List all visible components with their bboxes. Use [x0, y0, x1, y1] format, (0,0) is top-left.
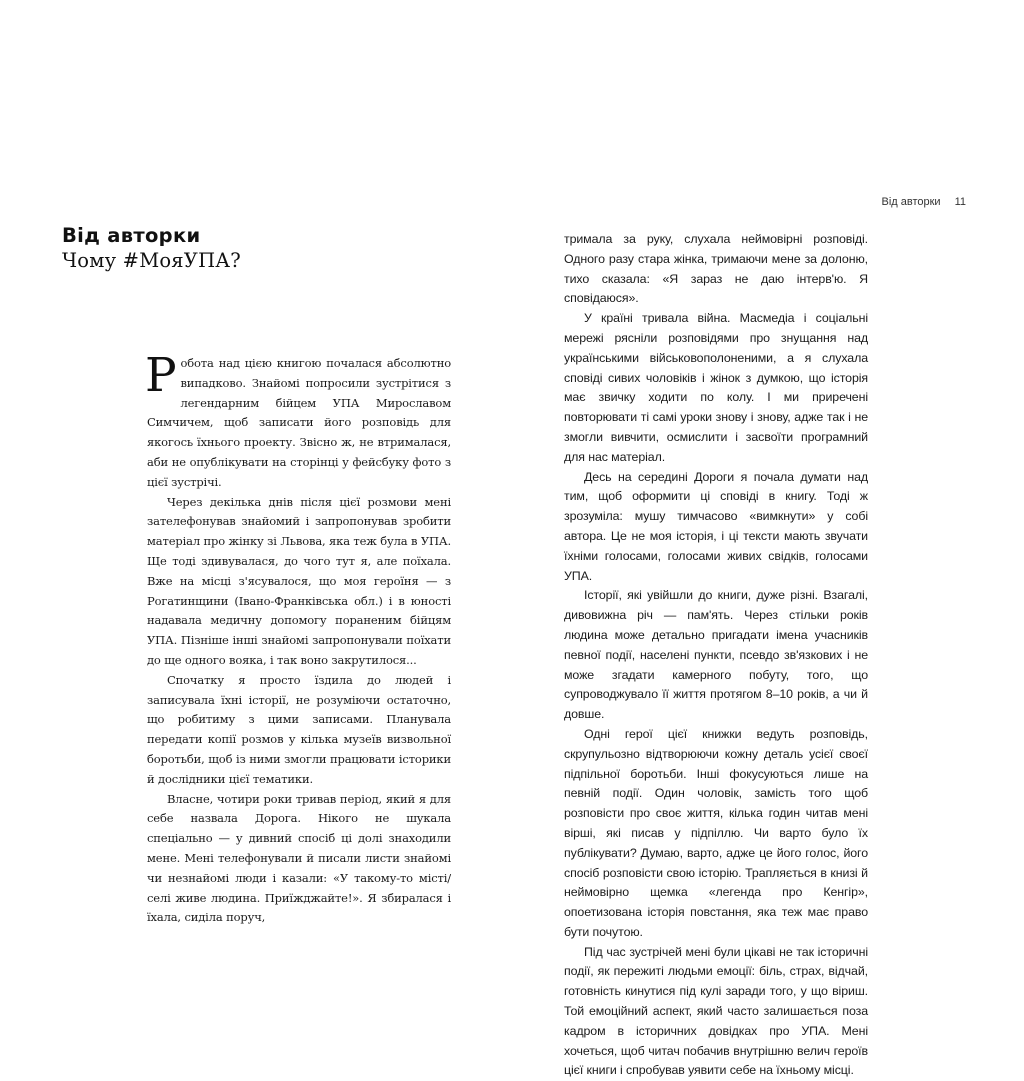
running-header-section: Від авторки — [881, 196, 941, 208]
chapter-title: Від авторки — [62, 224, 201, 247]
page-number: 11 — [954, 196, 966, 208]
paragraph-6: Десь на середині Дороги я почала думати над тим, щоб оформити ці сповіді в книгу. Тоді ж зрозуміла: мушу тимчасово «вимкнути» у собі автора. Це не моя історія, і ці тексти мають звучати їхніми голосами, голосами живих свідків, голосами УПА. — [564, 469, 868, 583]
left-page-text — [145, 348, 451, 928]
paragraph-5: У країні тривала війна. Масмедіа і соціальні мережі рясніли розповідями про знущання над українськими військовополоненими, а я слухала сповіді сивих чоловіків і жінок з думкою, що історія має звичку ходити по колу. І ми приречені повторювати ті самі уроки знову і знову, адже так і не змогли вивчити, осмислити і засвоїти програмний для нас матеріал. — [564, 311, 868, 464]
paragraph-continuation: тримала за руку, слухала неймовірні розповіді. Одного разу стара жінка, тримаючи мене за долоню, тихо сказала: «Я зараз не даю інтерв'ю. Я сповідаюся». — [564, 232, 868, 306]
paragraph-8: Одні герої цієї книжки ведуть розповідь, скрупульозно відтворюючи кожну деталь усієї своєї підпільної боротьби. Інші фокусуються лише на певній події. Один чоловік, замість того щоб розповісти про своє життя, кілька годин читав мені вірші, які писав у підпіллю. Чи варто було їх публікувати? Думаю, варто, адже це його голос, його спосіб розповісти свою історію. Трапляється в книзі й неймовірно щемка «легенда про Кенгір», опоетизована історія повстання, яка теж має право бути почутою. — [564, 726, 868, 939]
paragraph-2: Через декілька днів після цієї розмови мені зателефонував знайомий і запропонував зробити матеріал про жінку зі Львова, яка теж була в УПА. Ще тоді здивувалася, до чого тут я, але поїхала. Вже на місці з'ясувалося, що моя героїня — з Рогатинщини (Івано-Франківська обл.) і в юності надавала медичну допомогу пораненим бійцям УПА. Пізніше інші знайомі запропонували поїхати до ще одного вояка, і так воно закрутилося... — [147, 494, 451, 667]
chapter-heading — [62, 224, 322, 274]
paragraph-1-text: обота над цією книгою почалася абсолютно випадково. Знайомі попросили зустрітися з легендарним бійцем УПА Мирославом Симчичем, щоб записати його розповідь для якогось їхнього проекту. Звісно ж, не втрималася, аби не опублікувати на сторінці у фейсбуку фото з цієї зустрічі. — [147, 356, 451, 489]
paragraph-4: Власне, чотири роки тривав період, який я для себе назвала Дорога. Нікого не шукала спеціально — у дивний спосіб ці долі знаходили мене. Мені телефонували й писали листи знайомі чи незнайомі люди і казали: «У такому-то місті/селі живе людина. Приїжджайте!». Я збиралася і їхала, сиділа поруч, — [147, 791, 451, 925]
paragraph-3: Спочатку я просто їздила до людей і записувала їхні історії, не розуміючи остаточно, що робитиму з цими записами. Планувала передати копії розмов у кілька музеїв визвольної боротьби, щоб із ними змогли працювати історики й дослідники цієї тематики. — [147, 672, 451, 786]
dropcap-letter: Р — [145, 348, 177, 403]
paragraph-7: Історії, які увійшли до книги, дуже різні. Взагалі, дивовижна річ — пам'ять. Через стільки років людина може детально пригадати імена учасників певної події, населені пункти, псевдо зв'язкових і не може згадати камерного побуту, того, що супроводжувало її життя протягом 8–10 років, а чи й довше. — [564, 588, 868, 722]
right-page-text — [564, 230, 868, 1081]
chapter-subtitle: Чому #МояУПА? — [62, 249, 241, 272]
running-header — [881, 196, 966, 208]
paragraph-1 — [145, 348, 451, 493]
paragraph-9: Під час зустрічей мені були цікаві не так історичні події, як пережиті людьми емоції: біль, страх, відчай, готовність кинутися під кулі заради того, у що віриш. Той емоційний аспект, який часто залишається поза кадром в історичних довідках про УПА. Мені хочеться, щоб читач побачив внутрішню велич героїв цієї книги і спробував уявити себе на їхньому місці. — [564, 944, 868, 1078]
